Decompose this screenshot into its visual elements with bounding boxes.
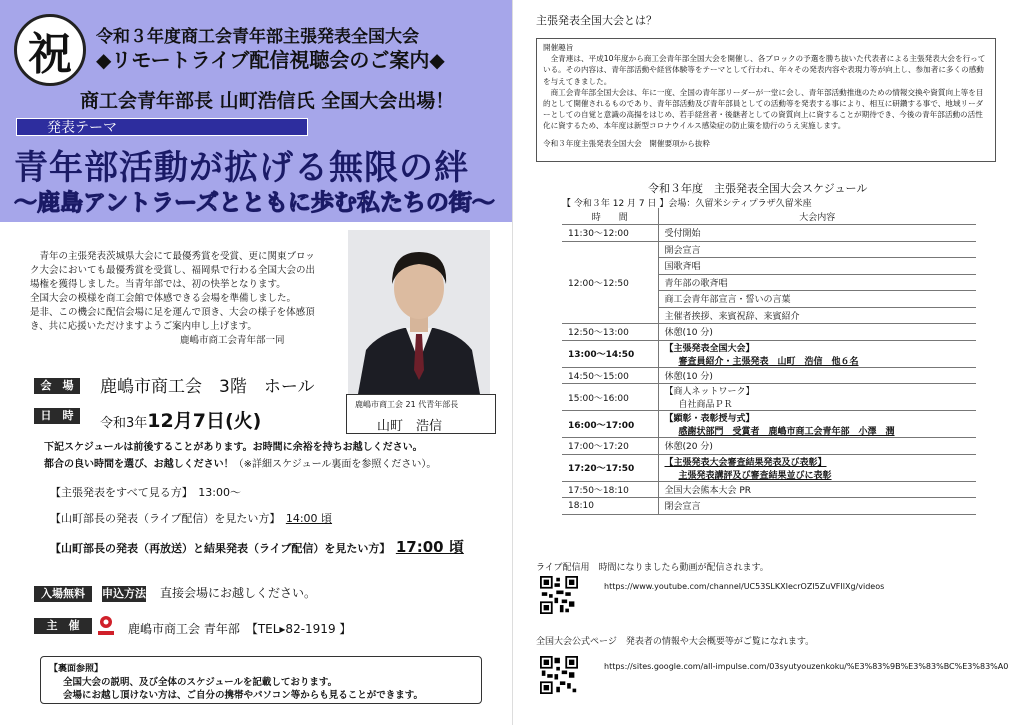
- name-role: 鹿嶋市商工会 21 代青年部長: [355, 400, 459, 409]
- date-label: 日 時: [34, 408, 80, 424]
- time-note-bold: 都合の良い時間を選び、お越しください！: [44, 459, 234, 470]
- portrait-photo: [348, 230, 490, 394]
- back-line: 全国大会の説明、及び全体のスケジュールを記載しております。: [63, 677, 338, 688]
- about-box: [536, 38, 996, 162]
- apply-text: 直接会場にお越しください。: [160, 586, 317, 600]
- youtube-link[interactable]: https://www.youtube.com/channel/UC53SLKXIecrOZI5ZuVFIlXg/videos: [604, 582, 885, 591]
- event-title: 令和３年度商工会青年部主張発表全国大会: [96, 27, 419, 47]
- about-heading: 開催趣旨: [543, 43, 574, 52]
- time-note-rest: （※詳細スケジュール裏面を参照ください）。: [233, 459, 437, 470]
- back-reference-box: [40, 656, 482, 704]
- row-content: 商工会青年部宣言・誓いの言葉: [658, 291, 976, 308]
- back-title: 【裏面参照】: [49, 664, 104, 674]
- row-content: 閉会宣言: [658, 498, 976, 515]
- about-paragraph: 全青連は、平成10年度から商工会青年部全国大会を開催し、各ブロックの予選を勝ち抜いた代表者による主張発表大会を行っている。その内容は、青年部活動や経営体験等をテーマとして行われ、年々その発表内容や表現力等が向上し、参加者に多くの感動を与えてきました。: [543, 54, 986, 86]
- row-sub: 主張発表講評及び審査結果並びに表彰: [678, 470, 832, 481]
- row-time: 17:20〜17:50: [562, 454, 658, 481]
- schedule-note: 下記スケジュールは前後することがあります。お時間に余裕を持ちお越しください。: [44, 442, 423, 453]
- participant-headline: 商工会青年部長 山町浩信氏 全国大会出場！: [80, 90, 455, 112]
- theme-label: 発表テーマ: [16, 118, 308, 136]
- row-sub: 自社商品ＰＲ: [678, 400, 733, 410]
- qr-code-icon[interactable]: [540, 576, 578, 614]
- row-time: 17:00〜17:20: [562, 438, 658, 455]
- option-replay: [50, 536, 464, 557]
- live-stream-title: ライブ配信用 時間になりましたら動画が配信されます。: [536, 563, 769, 573]
- row-sub: 感謝状部門 受賞者 鹿嶋市商工会青年部 小澤 潤: [678, 427, 895, 437]
- intro-line: 場権を獲得しました。当青年部では、初の快挙となります。: [30, 279, 286, 290]
- venue-label: 会 場: [34, 378, 80, 394]
- row-title: 【顕彰・表彰授与式】: [664, 414, 755, 424]
- option-live-time: 14:00 頃: [285, 512, 333, 525]
- row-content: 全国大会熊本大会 PR: [658, 481, 976, 498]
- intro-signature: 鹿嶋市商工会青年部一同: [180, 335, 285, 346]
- option-live: [50, 510, 332, 526]
- theme-subtitle: 〜鹿島アントラーズとともに歩む私たちの街〜: [14, 190, 495, 216]
- row-title: 【主張発表全国大会】: [664, 343, 755, 354]
- row-title: 【商人ネットワーク】: [664, 387, 755, 397]
- qr-code-icon[interactable]: [540, 656, 578, 694]
- schedule-table: [562, 208, 976, 515]
- date-main: 12月7日(火): [147, 410, 262, 432]
- celebration-badge: 祝: [14, 14, 86, 86]
- option-replay-label: 【山町部長の発表（再放送）と結果発表（ライブ配信）を見たい方】: [50, 542, 385, 555]
- event-subtitle: ◆リモートライブ配信視聴会のご案内◆: [96, 48, 445, 72]
- row-content: 休憩(10 分): [658, 367, 976, 384]
- row-content: 国歌斉唱: [658, 258, 976, 275]
- row-title: 【主張発表大会審査結果発表及び表彰】: [664, 457, 827, 468]
- intro-line: 全国大会の模様を商工会館で体感できる会場を準備しました。: [30, 293, 297, 304]
- table-row: [562, 241, 976, 258]
- row-content: 開会宣言: [658, 241, 976, 258]
- row-time: 14:50〜15:00: [562, 367, 658, 384]
- intro-line: 青年の主張発表茨城県大会にて最優秀賞を受賞、更に関東ブロッ: [39, 251, 315, 262]
- schedule-subtitle: 【 令和３年 12 月 7 日 】会場：久留米シティプラザ久留米座: [562, 199, 812, 209]
- table-row: [562, 498, 976, 515]
- row-content: 受付開始: [658, 225, 976, 242]
- table-row: [562, 454, 976, 481]
- venue-text: 鹿嶋市商工会 3階 ホール: [100, 377, 315, 397]
- table-row: [562, 340, 976, 367]
- about-paragraph: 商工会青年部全国大会は、年に一度、全国の青年部リーダーが一堂に会し、青年部活動推進のための情報交換や資質向上等を目的として開催されるものであり、青年部活動及び青年部員としての活動等を発表する事により、相互に研鑽する事で、地域リーダーとしての自覚と意識の高揚をはじめ、若手経営者・後継者としての資質向上に資することが期待でき、今後の青年部活動の活性化に資するため、本年度は新型コロナウイルス感染症の防止策を励行のうえ実施します。: [543, 87, 984, 131]
- table-row: [562, 225, 976, 242]
- row-content: 青年部の歌斉唱: [658, 274, 976, 291]
- col-time: 時 間: [562, 208, 658, 225]
- row-time: 12:50〜13:00: [562, 324, 658, 341]
- row-sub: 審査員紹介・主張発表 山町 浩信 他６名: [678, 356, 859, 367]
- row-content: [658, 454, 976, 481]
- option-replay-time: 17:00 頃: [395, 538, 464, 556]
- host-text: 鹿嶋市商工会 青年部 【TEL▸82-1919 】: [128, 622, 352, 636]
- table-row: [562, 481, 976, 498]
- row-time: 18:10: [562, 498, 658, 515]
- row-content: 休憩(20 分): [658, 438, 976, 455]
- row-time: 17:50〜18:10: [562, 481, 658, 498]
- row-time: 16:00〜17:00: [562, 411, 658, 438]
- official-site-title: 全国大会公式ページ 発表者の情報や大会概要等がご覧になれます。: [536, 637, 815, 647]
- intro-line: き、共に応援いただけますようご案内申し上げます。: [30, 321, 257, 332]
- date-prefix: 令和3年: [100, 416, 148, 431]
- free-entry-label: 入場無料: [34, 586, 92, 602]
- official-site-link[interactable]: https://sites.google.com/all-impulse.com/03syutyouzenkoku/%E3%83%9B%E3%83%BC%E3%83%A0: [604, 662, 1009, 671]
- apply-label: 申込方法: [102, 587, 146, 600]
- back-line: 会場にお越し頂けない方は、ご自分の携帯やパソコン等からも見ることができます。: [63, 690, 424, 701]
- date-text: [100, 406, 261, 433]
- person-icon: [348, 230, 490, 394]
- row-content: 休憩(10 分): [658, 324, 976, 341]
- table-row: [562, 367, 976, 384]
- name-card: [346, 394, 496, 434]
- intro-line: 是非、この機会に配信会場に足を運んで頂き、大会の様子を体感頂: [30, 307, 315, 318]
- row-time: 12:00〜12:50: [562, 241, 658, 324]
- about-source: 令和３年度主張発表全国大会 開催要項から抜粋: [543, 138, 711, 148]
- row-time: 11:30〜12:00: [562, 225, 658, 242]
- intro-text: [30, 250, 352, 334]
- row-content: 主催者挨拶、来賓祝辞、来賓紹介: [658, 307, 976, 324]
- host-label: 主 催: [34, 618, 92, 634]
- option-live-label: 【山町部長の発表（ライブ配信）を見たい方】: [50, 512, 275, 525]
- about-title: 主張発表全国大会とは？: [536, 14, 657, 27]
- row-content: [658, 411, 976, 438]
- intro-line: ク大会においても最優秀賞を受賞し、福岡県で行わる全国大会の出: [30, 265, 316, 276]
- time-note: [44, 455, 436, 470]
- row-content: [658, 384, 976, 411]
- option-all: 【主張発表をすべて見る方】 13:00〜: [50, 486, 241, 499]
- table-row: [562, 411, 976, 438]
- col-content: 大会内容: [658, 208, 976, 225]
- row-time: 15:00〜16:00: [562, 384, 658, 411]
- shokokai-logo-icon: [96, 614, 116, 638]
- table-row: [562, 384, 976, 411]
- name-text: 山町 浩信: [377, 419, 443, 434]
- table-row: [562, 438, 976, 455]
- page-divider: [512, 0, 513, 725]
- theme-title: 青年部活動が拡げる無限の絆: [14, 148, 469, 188]
- row-content: [658, 340, 976, 367]
- schedule-title: 令和３年度 主張発表全国大会スケジュール: [648, 182, 868, 195]
- table-row: [562, 324, 976, 341]
- row-time: 13:00〜14:50: [562, 340, 658, 367]
- schedule-header: [562, 208, 976, 225]
